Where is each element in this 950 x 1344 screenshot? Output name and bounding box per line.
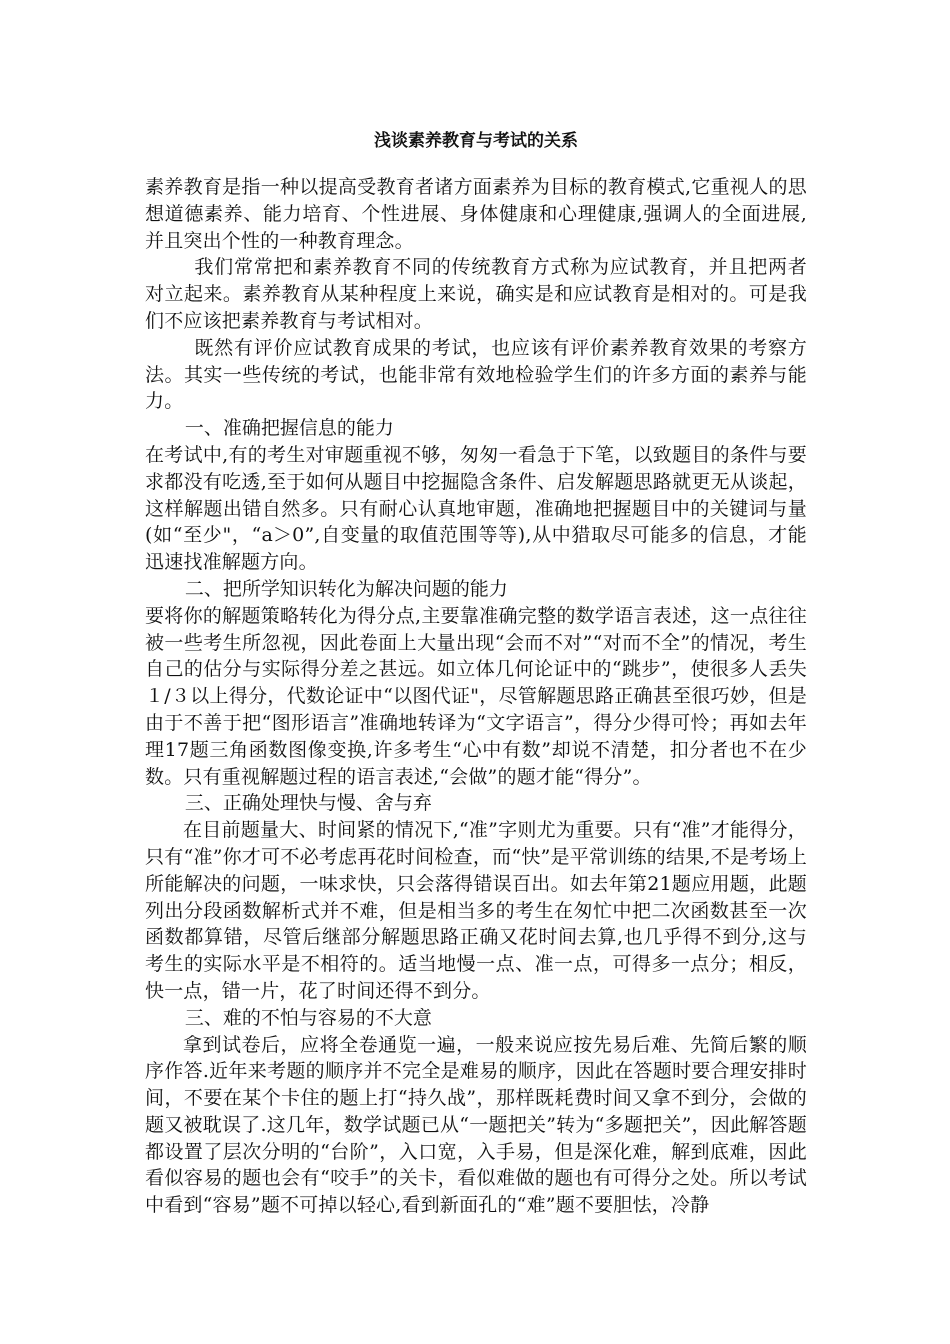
intro-paragraph-2: 我们常常把和素养教育不同的传统教育方式称为应试教育，并且把两者对立起来。素养教育从某种程度上来说，确实是和应试教育是相对的。可是我们不应该把素养教育与考试相对。 — [145, 256, 807, 332]
section-2-heading: 二、把所学知识转化为解决问题的能力 — [184, 577, 508, 600]
section-3-heading: 三、正确处理快与慢、舍与弃 — [184, 792, 432, 815]
section-2-body: 要将你的解题策略转化为得分点,主要靠准确完整的数学语言表述，这一点往往被一些考生所忽视，因此卷面上大量出现“会而不对”“对而不全”的情况，考生自己的估分与实际得分差之甚远。如立体几何论证中的“跳步”，使很多人丢失１/３以上得分，代数论证中“以图代证"，尽管解题思路正确甚至很巧妙，但是由于不善于把“图形语言”准确地转译为“文字语言”，得分少得可怜；再如去年理17题三角函数图像变换,许多考生“心中有数”却说不清楚，扣分者也不在少数。只有重视解题过程的语言表述,“会做”的题才能“得分”。 — [145, 604, 807, 788]
document-title: 浅谈素养教育与考试的关系 — [374, 131, 578, 151]
section-1-body: 在考试中,有的考生对审题重视不够，匆匆一看急于下笔，以致题目的条件与要求都没有吃透,至于如何从题目中挖掘隐含条件、启发解题思路就更无从谈起，这样解题出错自然多。只有耐心认真地审题，准确地把握题目中的关键词与量(如“至少"，“a＞0”,自变量的取值范围等等),从中猎取尽可能多的信息，才能迅速找准解题方向。 — [145, 443, 807, 574]
document-page — [145, 118, 807, 1219]
intro-paragraph-1: 素养教育是指一种以提高受教育者诸方面素养为目标的教育模式,它重视人的思想道德素养、能力培育、个性进展、身体健康和心理健康,强调人的全面进展,并且突出个性的一种教育理念。 — [145, 176, 807, 252]
section-3-body: 在目前题量大、时间紧的情况下,“准”字则尤为重要。只有“准”才能得分，只有“准”你才可不必考虑再花时间检查，而“快”是平常训练的结果,不是考场上所能解决的问题，一味求快，只会落得错误百出。如去年第21题应用题，此题列出分段函数解析式并不难，但是相当多的考生在匆忙中把二次函数甚至一次函数都算错，尽管后继部分解题思路正确又花时间去算,也几乎得不到分,这与考生的实际水平是不相符的。适当地慢一点、准一点，可得多一点分；相反，快一点，错一片，花了时间还得不到分。 — [145, 819, 807, 1002]
section-1-heading: 一、准确把握信息的能力 — [184, 417, 394, 440]
intro-paragraph-3: 既然有评价应试教育成果的考试，也应该有评价素养教育效果的考察方法。其实一些传统的考试，也能非常有效地检验学生们的许多方面的素养与能力。 — [145, 336, 807, 413]
section-4-body: 拿到试卷后，应将全卷通览一遍，一般来说应按先易后难、先简后繁的顺序作答.近年来考题的顺序并不完全是难易的顺序，因此在答题时要合理安排时间，不要在某个卡住的题上打“持久战”，那样既耗费时间又拿不到分，会做的题又被耽误了.这几年，数学试题已从“一题把关”转为“多题把关”，因此解答题都设置了层次分明的“台阶”，入口宽，入手易，但是深化难，解到底难，因此看似容易的题也会有“咬手”的关卡，看似难做的题也有可得分之处。所以考试中看到“容易”题不可掉以轻心,看到新面孔的“难”题不要胆怯，冷静 — [145, 1033, 807, 1217]
section-4-heading: 三、难的不怕与容易的不大意 — [184, 1006, 432, 1029]
